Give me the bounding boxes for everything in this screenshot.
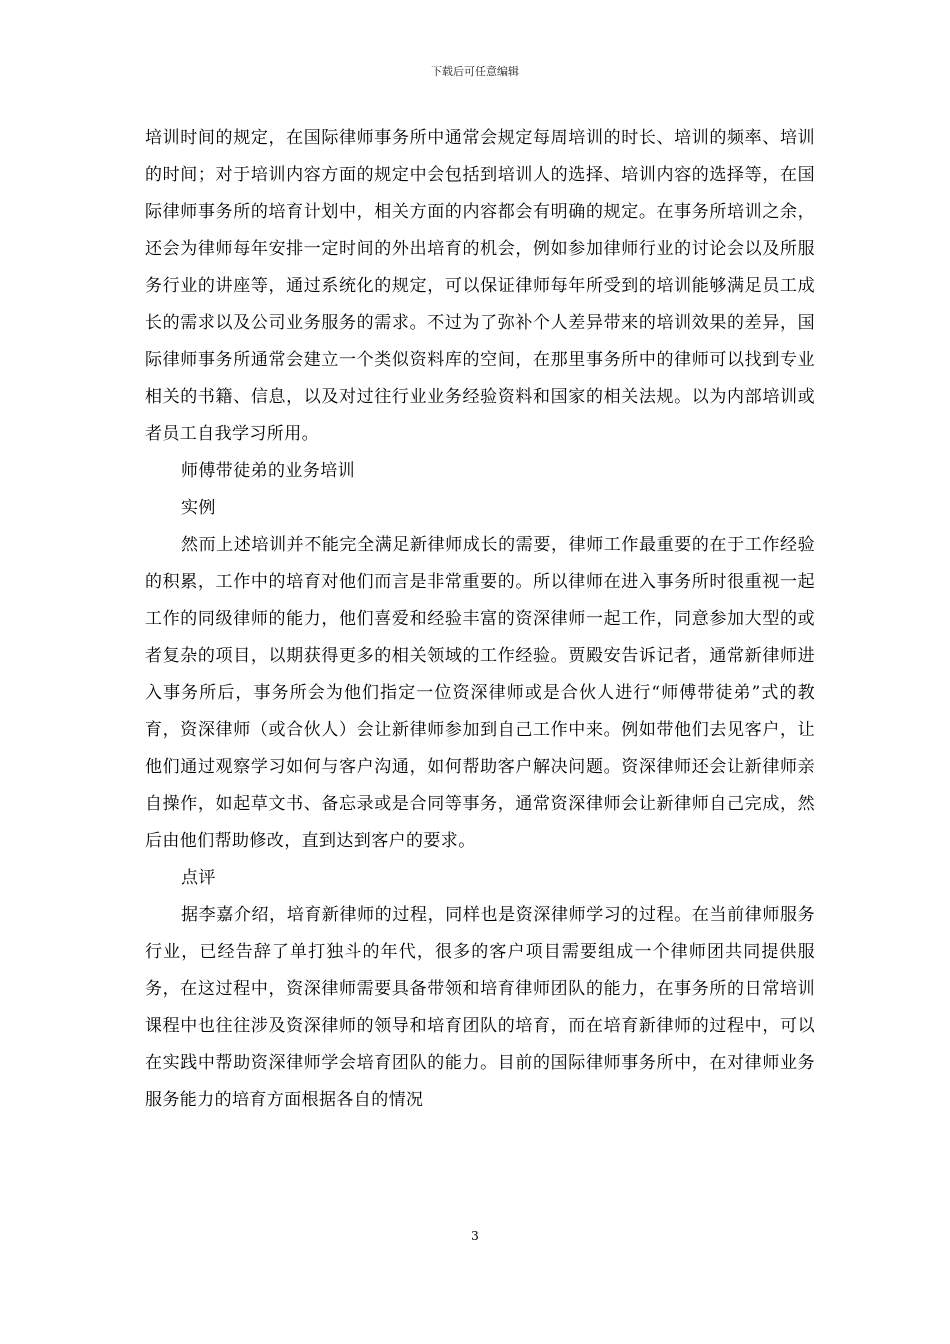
page-header: 下载后可任意编辑: [431, 65, 519, 78]
section-heading-mentoring: 师傅带徒弟的业务培训: [181, 461, 355, 481]
paragraph-comment: 据李嘉介绍，培育新律师的过程，同样也是资深律师学习的过程。在当前律师服务行业，已经告辞了单打独斗的年代，很多的客户项目需要组成一个律师团共同提供服务，在这过程中，资深律师需要具备带领和培育律师团队的能力，在事务所的日常培训课程中也往往涉及资深律师的领导和培育团队的培育，而在培育新律师的过程中，可以在实践中帮助资深律师学会培育团队的能力。目前的国际律师事务所中，在对律师业务服务能力的培育方面根据各自的情况: [145, 905, 815, 1110]
section-heading-example: 实例: [181, 498, 216, 518]
section-heading-comment: 点评: [181, 868, 216, 888]
page-number: 3: [471, 1229, 479, 1243]
paragraph-training-schedule: 培训时间的规定，在国际律师事务所中通常会规定每周培训的时长、培训的频率、培训的时间；对于培训内容方面的规定中会包括到培训人的选择、培训内容的选择等，在国际律师事务所的培育计划中，相关方面的内容都会有明确的规定。在事务所培训之余，还会为律师每年安排一定时间的外出培育的机会，例如参加律师行业的讨论会以及所服务行业的讲座等，通过系统化的规定，可以保证律师每年所受到的培训能够满足员工成长的需求以及公司业务服务的需求。不过为了弥补个人差异带来的培训效果的差异，国际律师事务所通常会建立一个类似资料库的空间，在那里事务所中的律师可以找到专业相关的书籍、信息，以及对过往行业业务经验资料和国家的相关法规。以为内部培训或者员工自我学习所用。: [145, 128, 815, 444]
document-body: [145, 120, 815, 1119]
paragraph-example: 然而上述培训并不能完全满足新律师成长的需要，律师工作最重要的在于工作经验的积累，工作中的培育对他们而言是非常重要的。所以律师在进入事务所时很重视一起工作的同级律师的能力，他们喜爱和经验丰富的资深律师一起工作，同意参加大型的或者复杂的项目，以期获得更多的相关领域的工作经验。贾殿安告诉记者，通常新律师进入事务所后，事务所会为他们指定一位资深律师或是合伙人进行“师傅带徒弟”式的教育，资深律师（或合伙人）会让新律师参加到自己工作中来。例如带他们去见客户，让他们通过观察学习如何与客户沟通，如何帮助客户解决问题。资深律师还会让新律师亲自操作，如起草文书、备忘录或是合同等事务，通常资深律师会让新律师自己完成，然后由他们帮助修改，直到达到客户的要求。: [145, 535, 815, 851]
